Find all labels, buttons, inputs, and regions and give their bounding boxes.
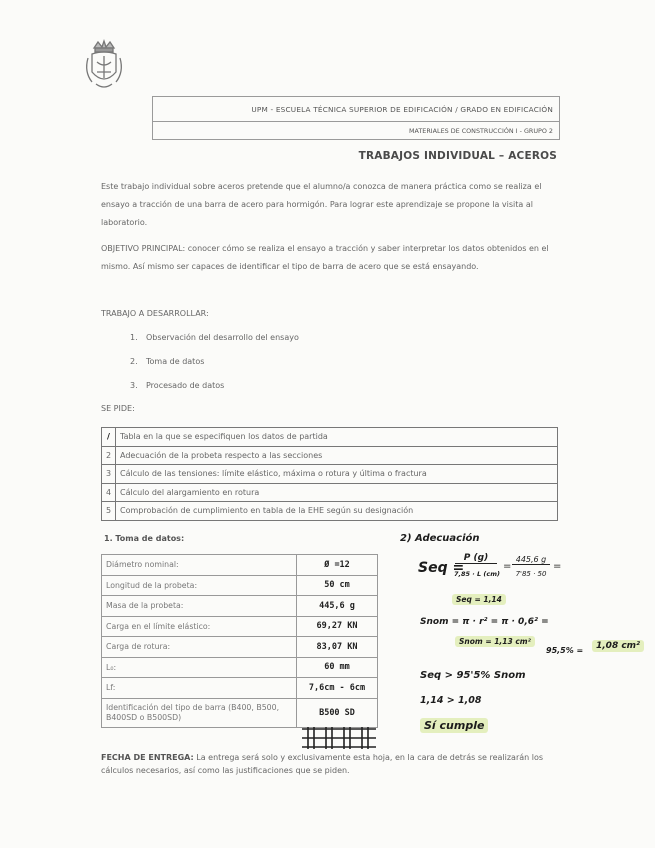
table-row: Carga de rotura: 83,07 KN bbox=[102, 637, 378, 658]
table-row: / Tabla en la que se especifiquen los datos de partida bbox=[102, 428, 558, 447]
seq-result: Seq = 1,14 bbox=[452, 594, 506, 605]
list-item: 3. Procesado de datos bbox=[130, 381, 225, 390]
table-row: Masa de la probeta: 445,6 g bbox=[102, 596, 378, 617]
seq-formula-denominator: 7,85 · L (cm) bbox=[453, 570, 500, 578]
percent-label: 95,5% = bbox=[546, 646, 584, 655]
data-heading: 1. Toma de datos: bbox=[104, 534, 185, 543]
school-header-line: UPM - ESCUELA TÉCNICA SUPERIOR DE EDIFICACIÓN / GRADO EN EDIFICACIÓN bbox=[153, 97, 559, 122]
course-header-line: MATERIALES DE CONSTRUCCIÓN I - GRUPO 2 bbox=[408, 126, 553, 135]
delivery-text: La entrega será solo y exclusivamente esta hoja, en la cara de detrás se realizarán los cálculos necesarios, así como las justificaciones que se piden. bbox=[101, 753, 544, 775]
seq-value-equals: = bbox=[553, 561, 562, 572]
delivery-note bbox=[101, 751, 561, 777]
condition-values: 1,14 > 1,08 bbox=[420, 695, 482, 706]
seq-label: Seq = bbox=[418, 560, 465, 576]
table-row: 2 Adecuación de la probeta respecto a las secciones bbox=[102, 446, 558, 465]
table-row: Diámetro nominal: Ø =12 bbox=[102, 555, 378, 576]
table-row: L₀: 60 mm bbox=[102, 657, 378, 678]
steps-list bbox=[130, 333, 299, 405]
snom-formula: Snom = π · r² = π · 0,6² = bbox=[420, 617, 549, 627]
data-table bbox=[101, 554, 378, 728]
intro-paragraph: Este trabajo individual sobre aceros pretende que el alumno/a conozca de manera práctica como se realiza el ensayo a tracción de una barra de acero para hormigón. Para lograr este aprendizaje se propone la visita al laboratorio. bbox=[101, 182, 542, 227]
seq-equals: = bbox=[503, 561, 512, 572]
condition-line: Seq > 95'5% Snom bbox=[420, 670, 526, 681]
adecuacion-heading: 2) Adecuación bbox=[400, 533, 480, 544]
table-row: 5 Comprobación de cumplimiento en tabla de la EHE según su designación bbox=[102, 502, 558, 521]
seq-formula-numerator: P (g) bbox=[455, 553, 497, 564]
verdict-badge: Sí cumple bbox=[420, 718, 488, 733]
table-row: Identificación del tipo de barra (B400, B500, B400SD o B500SD) B500 SD bbox=[102, 698, 378, 727]
delivery-label: FECHA DE ENTREGA: bbox=[101, 753, 194, 762]
table-row: 3 Cálculo de las tensiones: límite elástico, máxima o rotura y última o fractura bbox=[102, 465, 558, 484]
seq-value-denominator: 7'85 · 50 bbox=[515, 570, 547, 578]
page-title: TRABAJOS INDIVIDUAL – ACEROS bbox=[358, 150, 557, 162]
table-row: Lf: 7,6cm - 6cm bbox=[102, 678, 378, 699]
work-heading: TRABAJO A DESARROLLAR: bbox=[101, 309, 209, 318]
course-header-box bbox=[152, 96, 560, 140]
seq-value-numerator: 445,6 g bbox=[512, 555, 550, 565]
table-row: Longitud de la probeta: 50 cm bbox=[102, 575, 378, 596]
percent-result: 1,08 cm² bbox=[592, 640, 644, 652]
list-item: 1. Observación del desarrollo del ensayo bbox=[130, 333, 299, 342]
snom-result: Snom = 1,13 cm² bbox=[455, 636, 535, 647]
list-item: 2. Toma de datos bbox=[130, 357, 205, 366]
requirements-table bbox=[101, 427, 558, 521]
table-row: 4 Cálculo del alargamiento en rotura bbox=[102, 483, 558, 502]
requirements-heading: SE PIDE: bbox=[101, 404, 135, 413]
objective-paragraph: OBJETIVO PRINCIPAL: conocer cómo se realiza el ensayo a tracción y saber interpretar los datos obtenidos en el mismo. Así mismo ser capaces de identificar el tipo de barra de acero que se está ensayando. bbox=[101, 244, 549, 271]
checkmark: / bbox=[102, 428, 116, 447]
university-crest-logo bbox=[82, 38, 126, 94]
table-row: Carga en el límite elástico: 69,27 KN bbox=[102, 616, 378, 637]
